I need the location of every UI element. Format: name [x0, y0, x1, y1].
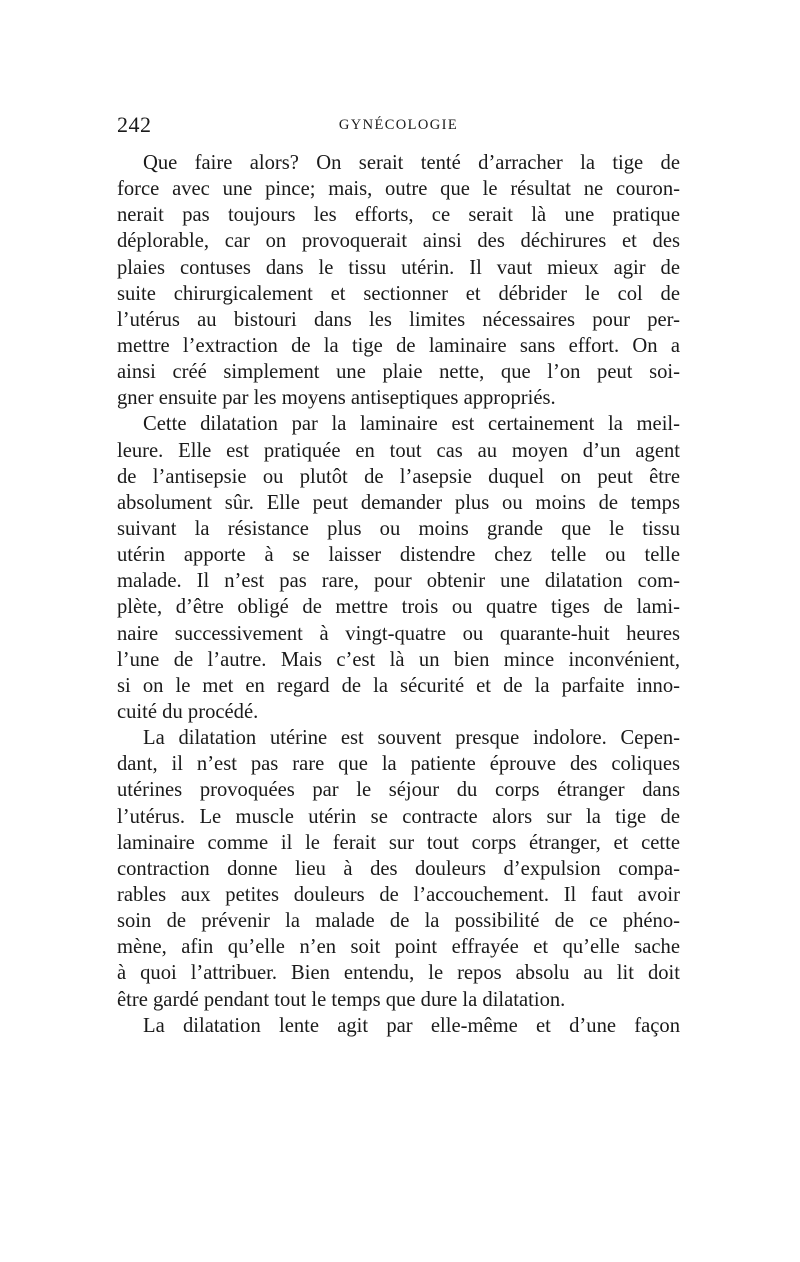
text-line: l’une de l’autre. Mais c’est là un bien mince inconvénient,: [117, 648, 680, 671]
text-line: absolument sûr. Elle peut demander plus ou moins de temps: [117, 491, 680, 514]
text-line: ainsi créé simplement une plaie nette, que l’on peut soi-: [117, 361, 680, 384]
text-line: à quoi l’attribuer. Bien entendu, le repos absolu au lit doit: [117, 962, 680, 985]
text-line: leure. Elle est pratiquée en tout cas au moyen d’un agent: [117, 439, 680, 462]
text-line: suite chirurgicalement et sectionner et débrider le col de: [117, 282, 680, 305]
text-line: de l’antisepsie ou plutôt de l’asepsie duquel on peut être: [117, 465, 680, 488]
text-line: malade. Il n’est pas rare, pour obtenir une dilatation com-: [117, 570, 680, 593]
text-line: laminaire comme il le ferait sur tout corps étranger, et cette: [117, 831, 680, 854]
text-line: suivant la résistance plus ou moins grande que le tissu: [117, 517, 680, 540]
text-line: être gardé pendant tout le temps que dure la dilatation.: [117, 988, 566, 1011]
text-line: plète, d’être obligé de mettre trois ou quatre tiges de lami-: [117, 596, 680, 619]
text-line: cuité du procédé.: [117, 700, 259, 723]
text-line: force avec une pince; mais, outre que le résultat ne couron-: [117, 178, 680, 201]
page-header: [117, 112, 680, 142]
text-line: nerait pas toujours les efforts, ce serait là une pratique: [117, 204, 680, 227]
running-title: GYNÉCOLOGIE: [338, 117, 459, 133]
text-line: déplorable, car on provoquerait ainsi des déchirures et des: [117, 230, 680, 253]
text-line: mettre l’extraction de la tige de laminaire sans effort. On a: [117, 334, 680, 357]
text-line: l’utérus. Le muscle utérin se contracte alors sur la tige de: [117, 805, 680, 828]
text-line: Cette dilatation par la laminaire est certainement la meil-: [143, 413, 680, 436]
text-line: La dilatation lente agit par elle-même et d’une façon: [143, 1014, 680, 1037]
text-line: contraction donne lieu à des douleurs d’expulsion compa-: [117, 857, 680, 880]
text-line: soin de prévenir la malade de la possibilité de ce phéno-: [117, 910, 680, 933]
text-line: utérines provoquées par le séjour du corps étranger dans: [117, 779, 680, 802]
text-line: naire successivement à vingt-quatre ou quarante-huit heures: [117, 622, 680, 645]
text-line: gner ensuite par les moyens antiseptiques appropriés.: [117, 387, 556, 410]
text-line: plaies contuses dans le tissu utérin. Il vaut mieux agir de: [117, 256, 680, 279]
text-line: l’utérus au bistouri dans les limites nécessaires pour per-: [117, 308, 680, 331]
text-line: rables aux petites douleurs de l’accouchement. Il faut avoir: [117, 883, 680, 906]
text-line: dant, il n’est pas rare que la patiente éprouve des coliques: [117, 753, 680, 776]
text-line: si on le met en regard de la sécurité et de la parfaite inno-: [117, 674, 680, 697]
text-line: utérin apporte à se laisser distendre chez telle ou telle: [117, 544, 680, 567]
text-line: Que faire alors? On serait tenté d’arracher la tige de: [143, 152, 680, 174]
text-line: La dilatation utérine est souvent presque indolore. Cepen-: [143, 727, 680, 750]
body-text: [117, 150, 680, 1039]
text-line: mène, afin qu’elle n’en soit point effrayée et qu’elle sache: [117, 936, 680, 959]
page-number: 242: [117, 112, 152, 137]
